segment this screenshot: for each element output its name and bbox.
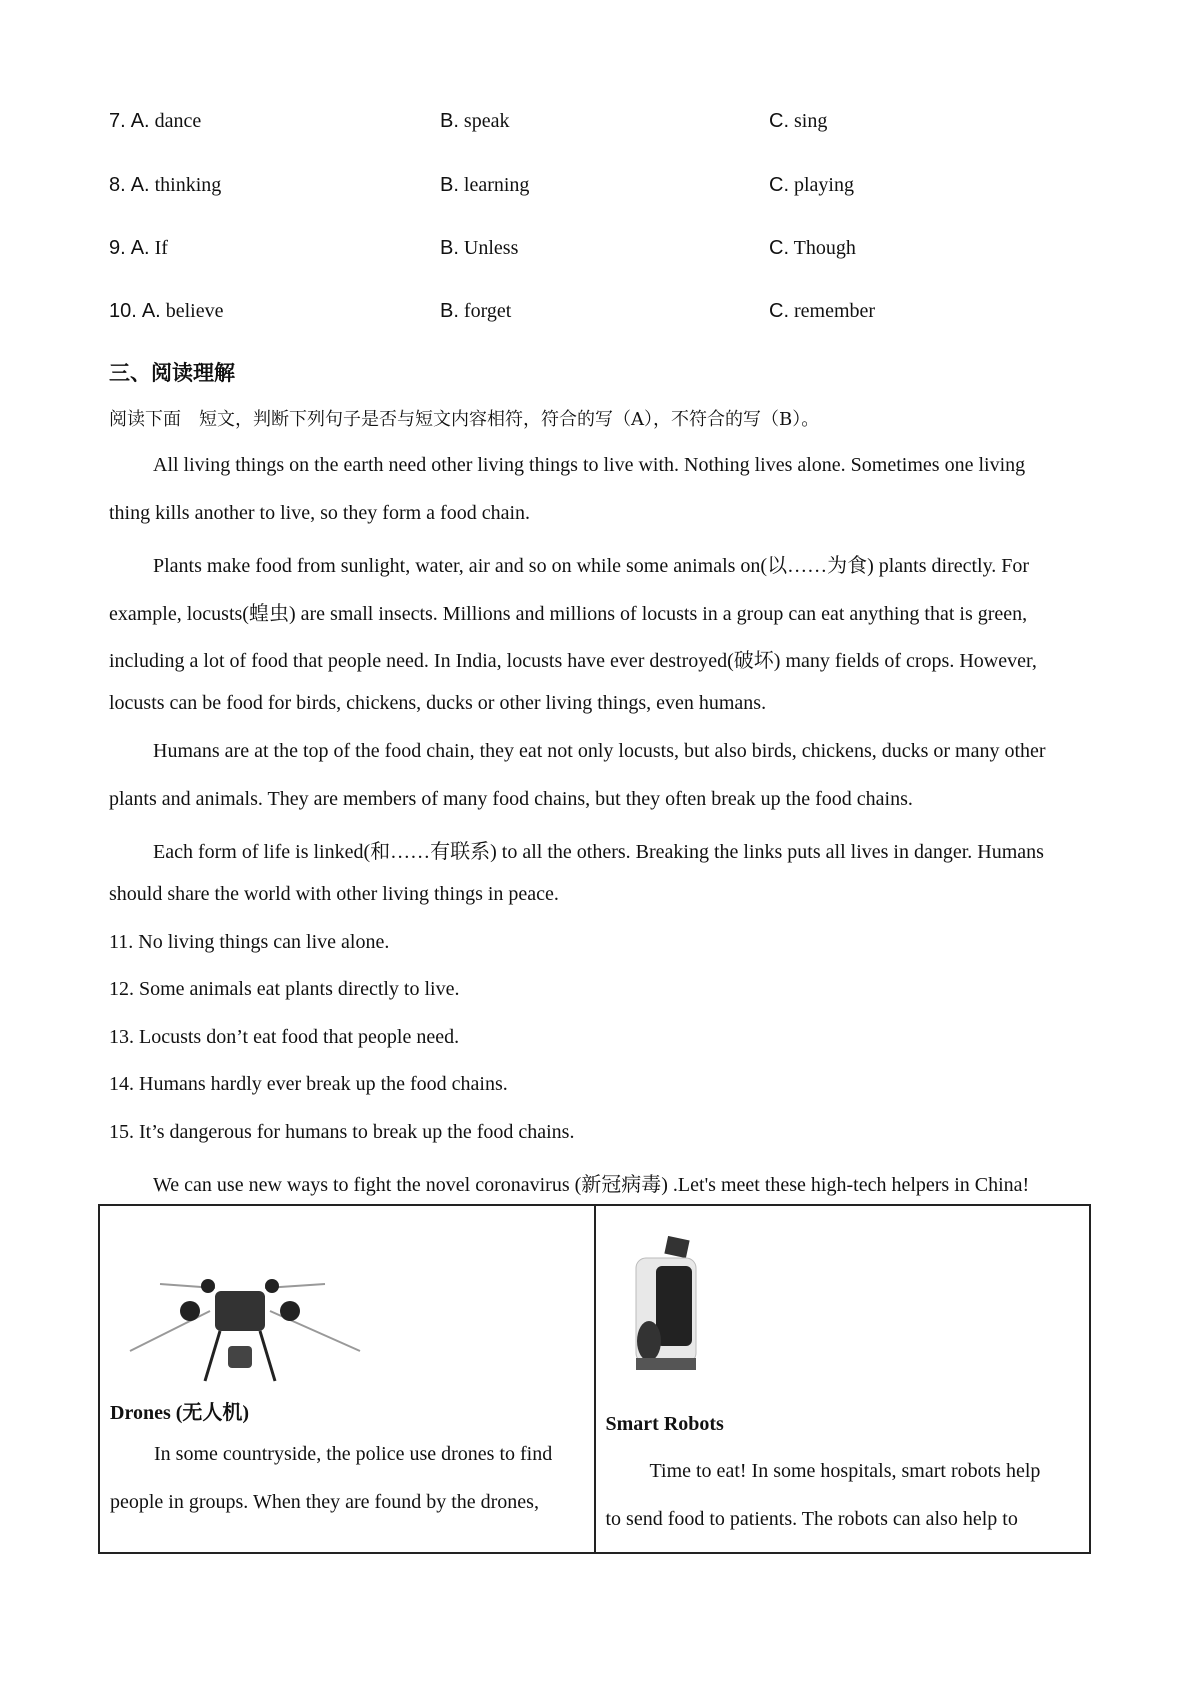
option-c: sing [794, 110, 828, 132]
passage-line: should share the world with other living things in peace. [109, 883, 559, 905]
statement: 14. Humans hardly ever break up the food chains. [109, 1073, 508, 1095]
passage-line: example, locusts(蝗虫) are small insects. Millions and millions of locusts in a group can eat anything that is green, [109, 603, 1028, 625]
passage-line: thing kills another to live, so they form a food chain. [109, 502, 531, 524]
card-title: Drones (无人机) [110, 1402, 250, 1424]
passage-line: All living things on the earth need other living things to live with. Nothing lives alone. Sometimes one living [153, 454, 1026, 476]
question-number: 7. [109, 110, 126, 132]
card-smart-robots [595, 1205, 1091, 1553]
passage-line: Plants make food from sunlight, water, air and so on while some animals on(以……为食) plants directly. For [153, 555, 1030, 577]
option-a: thinking [154, 174, 222, 196]
intro-text: We can use new ways to fight the novel coronavirus (新冠病毒) .Let's meet these high-tech helpers in China! [153, 1174, 1030, 1196]
label-b: B. [440, 300, 459, 322]
label-a: A. [130, 237, 150, 259]
label-b: B. [440, 174, 459, 196]
statement: 11. No living things can live alone. [109, 931, 390, 953]
option-row [0, 110, 1200, 140]
question-number: 8. [109, 174, 126, 196]
passage-line: locusts can be food for birds, chickens, ducks or other living things, even humans. [109, 692, 767, 714]
section-heading: 三、阅读理解 [109, 361, 235, 385]
option-row [0, 237, 1200, 267]
option-b: Unless [463, 237, 519, 259]
option-a: If [154, 237, 168, 259]
section-instruction: 阅读下面 短文，判断下列句子是否与短文内容相符，符合的写（A），不符合的写（B）。 [109, 409, 820, 430]
statement: 12. Some animals eat plants directly to live. [109, 978, 460, 1000]
statement: 13. Locusts don’t eat food that people need. [109, 1026, 460, 1048]
robot-image [621, 1236, 711, 1386]
question-number: 10. [109, 300, 137, 322]
option-c: Though [793, 237, 856, 259]
card-drones [99, 1205, 595, 1553]
option-c: playing [794, 174, 854, 196]
label-c: C. [769, 237, 789, 259]
label-a: A. [130, 174, 150, 196]
option-c: remember [794, 300, 876, 322]
label-c: C. [769, 110, 789, 132]
passage-line: including a lot of food that people need. In India, locusts have ever destroyed(破坏) many fields of crops. However, [109, 650, 1037, 672]
passage-line: plants and animals. They are members of many food chains, but they often break up the food chains. [109, 788, 913, 810]
passage-line: Humans are at the top of the food chain, they eat not only locusts, but also birds, chickens, ducks or many other [153, 740, 1046, 762]
card-title: Smart Robots [605, 1413, 724, 1435]
option-row [0, 174, 1200, 204]
card-line: to send food to patients. The robots can also help to [605, 1508, 1018, 1530]
card-line: people in groups. When they are found by the drones, [110, 1491, 539, 1513]
label-a: A. [130, 110, 150, 132]
option-b: forget [463, 300, 512, 322]
passage-line: Each form of life is linked(和……有联系) to all the others. Breaking the links puts all lives in danger. Humans [153, 841, 1044, 863]
helpers-table [98, 1204, 1091, 1554]
label-a: A. [141, 300, 161, 322]
card-line: Time to eat! In some hospitals, smart robots help [649, 1460, 1041, 1482]
label-b: B. [440, 237, 459, 259]
option-a: believe [165, 300, 224, 322]
drone-image [120, 1256, 370, 1386]
label-b: B. [440, 110, 459, 132]
label-c: C. [769, 300, 789, 322]
question-number: 9. [109, 237, 126, 259]
option-row [0, 300, 1200, 330]
option-b: learning [463, 174, 530, 196]
option-a: dance [154, 110, 202, 132]
label-c: C. [769, 174, 789, 196]
option-b: speak [463, 110, 510, 132]
card-line: In some countryside, the police use drones to find [154, 1443, 553, 1465]
statement: 15. It’s dangerous for humans to break up the food chains. [109, 1121, 575, 1143]
